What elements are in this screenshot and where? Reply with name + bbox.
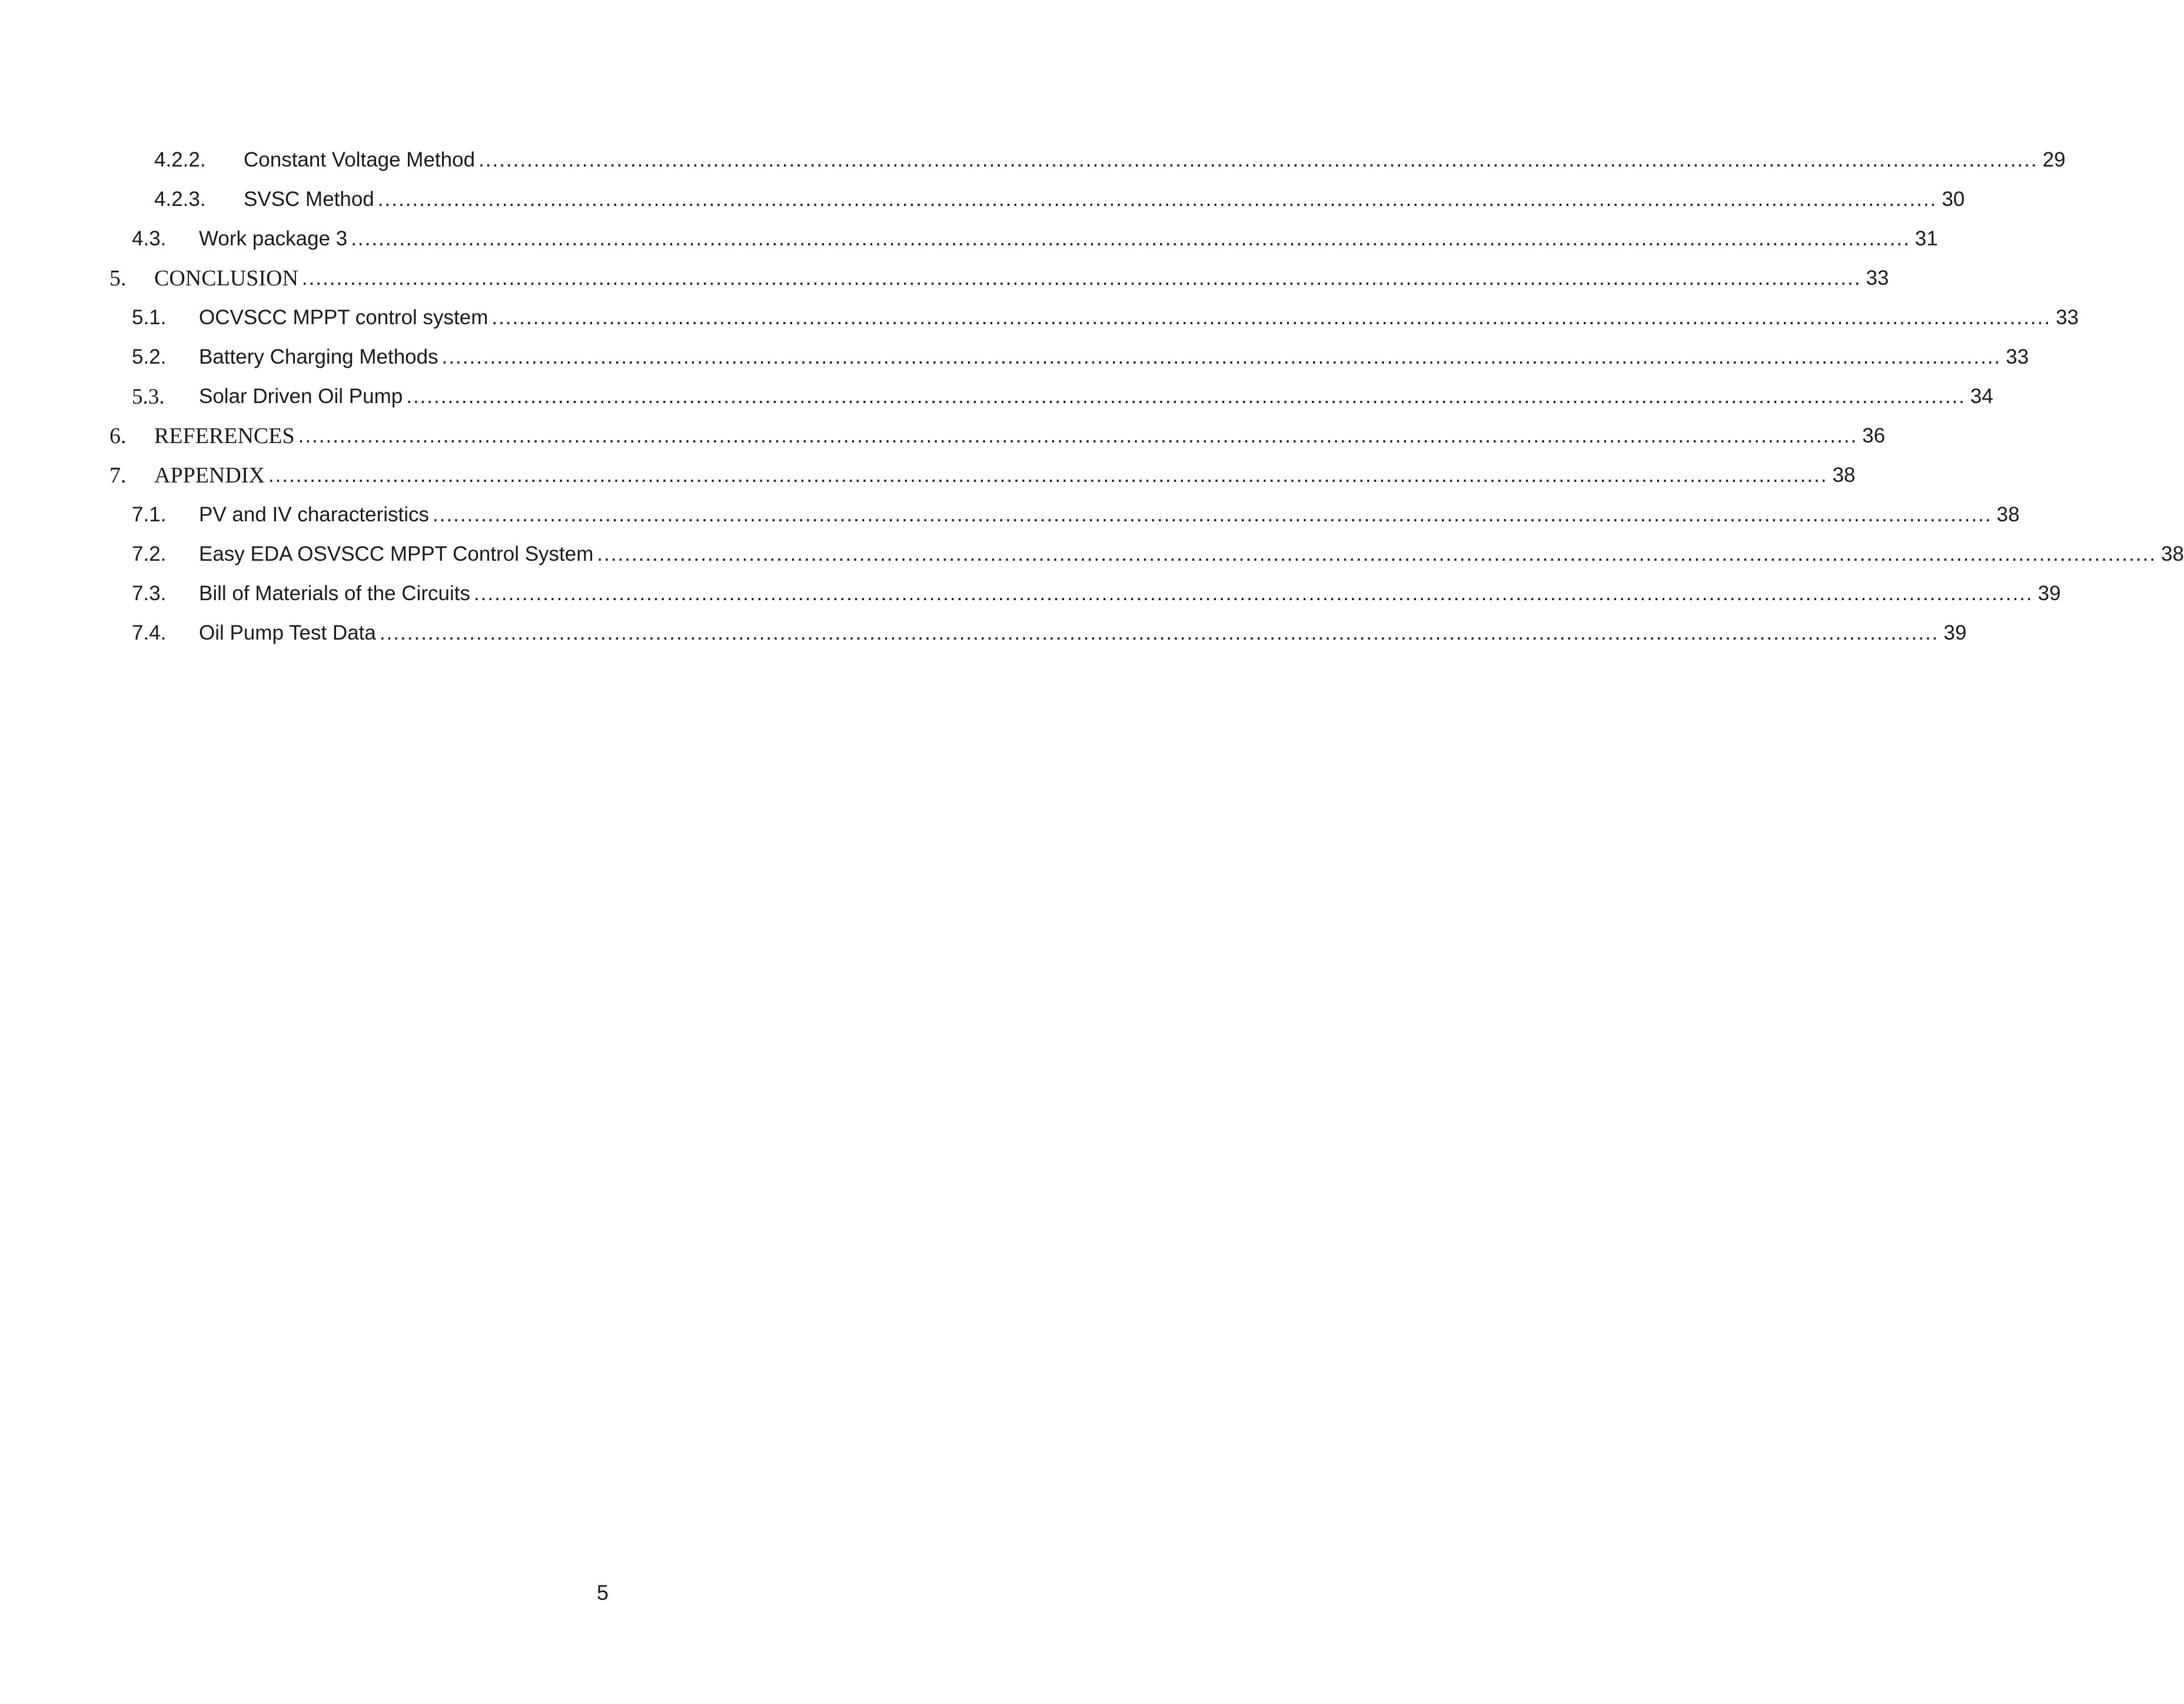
toc-leader-dots: .................................................................................................................................................................................................................................. bbox=[298, 424, 1858, 447]
toc-leader-dots: .................................................................................................................................................................................................................................. bbox=[491, 306, 2052, 329]
toc-entry-title: Work package 3 bbox=[199, 227, 348, 250]
toc-entry-7-1[interactable] bbox=[132, 497, 2020, 532]
toc-entry-4-2-3[interactable] bbox=[154, 182, 1965, 217]
toc-leader-dots: .................................................................................................................................................................................................................................. bbox=[441, 345, 2002, 368]
toc-entry-title: PV and IV characteristics bbox=[199, 503, 429, 526]
toc-entry-page: 30 bbox=[1942, 188, 1965, 211]
toc-entry-7-2[interactable] bbox=[132, 537, 2184, 572]
toc-entry-page: 33 bbox=[1866, 267, 1889, 289]
toc-leader-dots: .................................................................................................................................................................................................................................. bbox=[379, 621, 1939, 644]
toc-leader-dots: .................................................................................................................................................................................................................................. bbox=[406, 385, 1966, 408]
toc-entry-number: 4.2.3. bbox=[154, 188, 206, 211]
toc-entry-5-3[interactable] bbox=[132, 379, 1993, 414]
toc-entry-number: 5.1. bbox=[132, 306, 167, 329]
toc-entry-number: 5. bbox=[109, 266, 127, 291]
toc-entry-title: Constant Voltage Method bbox=[244, 148, 476, 171]
toc-entry-page: 38 bbox=[2161, 543, 2184, 565]
toc-entry-number: 4.2.2. bbox=[154, 148, 206, 171]
toc-entry-number: 5.2. bbox=[132, 345, 167, 368]
toc-entry-4-3[interactable] bbox=[132, 221, 1938, 257]
toc-entry-page: 39 bbox=[2037, 582, 2061, 605]
toc-leader-dots: .................................................................................................................................................................................................................................. bbox=[377, 188, 1937, 211]
toc-entry-7-4[interactable] bbox=[132, 615, 1967, 651]
toc-entry-page: 33 bbox=[2006, 345, 2029, 368]
toc-entry-page: 33 bbox=[2056, 306, 2079, 329]
toc-leader-dots: .................................................................................................................................................................................................................................. bbox=[351, 227, 1910, 250]
toc-entry-number: 7.4. bbox=[132, 621, 167, 644]
toc-entry-5-1[interactable] bbox=[132, 300, 2079, 335]
toc-entry-title: Easy EDA OSVSCC MPPT Control System bbox=[199, 543, 594, 565]
toc-leader-dots: .................................................................................................................................................................................................................................. bbox=[433, 503, 1992, 526]
toc-leader-dots: .................................................................................................................................................................................................................................. bbox=[597, 543, 2157, 565]
page-number: 5 bbox=[596, 1580, 609, 1605]
toc-entry-7-3[interactable] bbox=[132, 576, 2061, 611]
toc-entry-number: 7.3. bbox=[132, 582, 167, 605]
toc-entry-number: 7.1. bbox=[132, 503, 167, 526]
toc-entry-number: 6. bbox=[109, 424, 127, 448]
toc-entry-number: 4.3. bbox=[132, 227, 167, 250]
toc-entry-title: Bill of Materials of the Circuits bbox=[199, 582, 470, 605]
toc-entry-page: 34 bbox=[1970, 385, 1993, 408]
toc-entry-title: Battery Charging Methods bbox=[199, 345, 438, 368]
toc-entry-page: 36 bbox=[1862, 424, 1886, 447]
toc-entry-title: Oil Pump Test Data bbox=[199, 621, 376, 644]
toc-leader-dots: .................................................................................................................................................................................................................................. bbox=[478, 148, 2038, 171]
toc-entry-4-2-2[interactable] bbox=[154, 142, 2066, 178]
toc-entry-title: SVSC Method bbox=[244, 188, 374, 211]
toc-entry-number: 5.3. bbox=[132, 384, 165, 409]
toc-entry-5[interactable] bbox=[109, 261, 1889, 296]
toc-leader-dots: .................................................................................................................................................................................................................................. bbox=[301, 267, 1861, 289]
toc-entry-title: Solar Driven Oil Pump bbox=[199, 385, 403, 408]
toc-entry-title: APPENDIX bbox=[154, 463, 265, 488]
toc-entry-number: 7. bbox=[109, 463, 127, 488]
toc-entry-number: 7.2. bbox=[132, 543, 167, 565]
toc-leader-dots: .................................................................................................................................................................................................................................. bbox=[268, 464, 1828, 487]
toc-entry-title: OCVSCC MPPT control system bbox=[199, 306, 488, 329]
toc-entry-page: 38 bbox=[1996, 503, 2020, 526]
toc-entry-page: 39 bbox=[1943, 621, 1967, 644]
toc-entry-6[interactable] bbox=[109, 418, 1886, 454]
toc-entry-5-2[interactable] bbox=[132, 340, 2029, 375]
toc-entry-7[interactable] bbox=[109, 458, 1856, 493]
toc-entry-title: CONCLUSION bbox=[154, 266, 298, 291]
toc-entry-page: 29 bbox=[2042, 148, 2066, 171]
toc-entry-title: REFERENCES bbox=[154, 424, 295, 448]
toc-entry-page: 38 bbox=[1832, 464, 1856, 487]
toc-leader-dots: .................................................................................................................................................................................................................................. bbox=[473, 582, 2033, 605]
toc-entry-page: 31 bbox=[1914, 227, 1938, 250]
